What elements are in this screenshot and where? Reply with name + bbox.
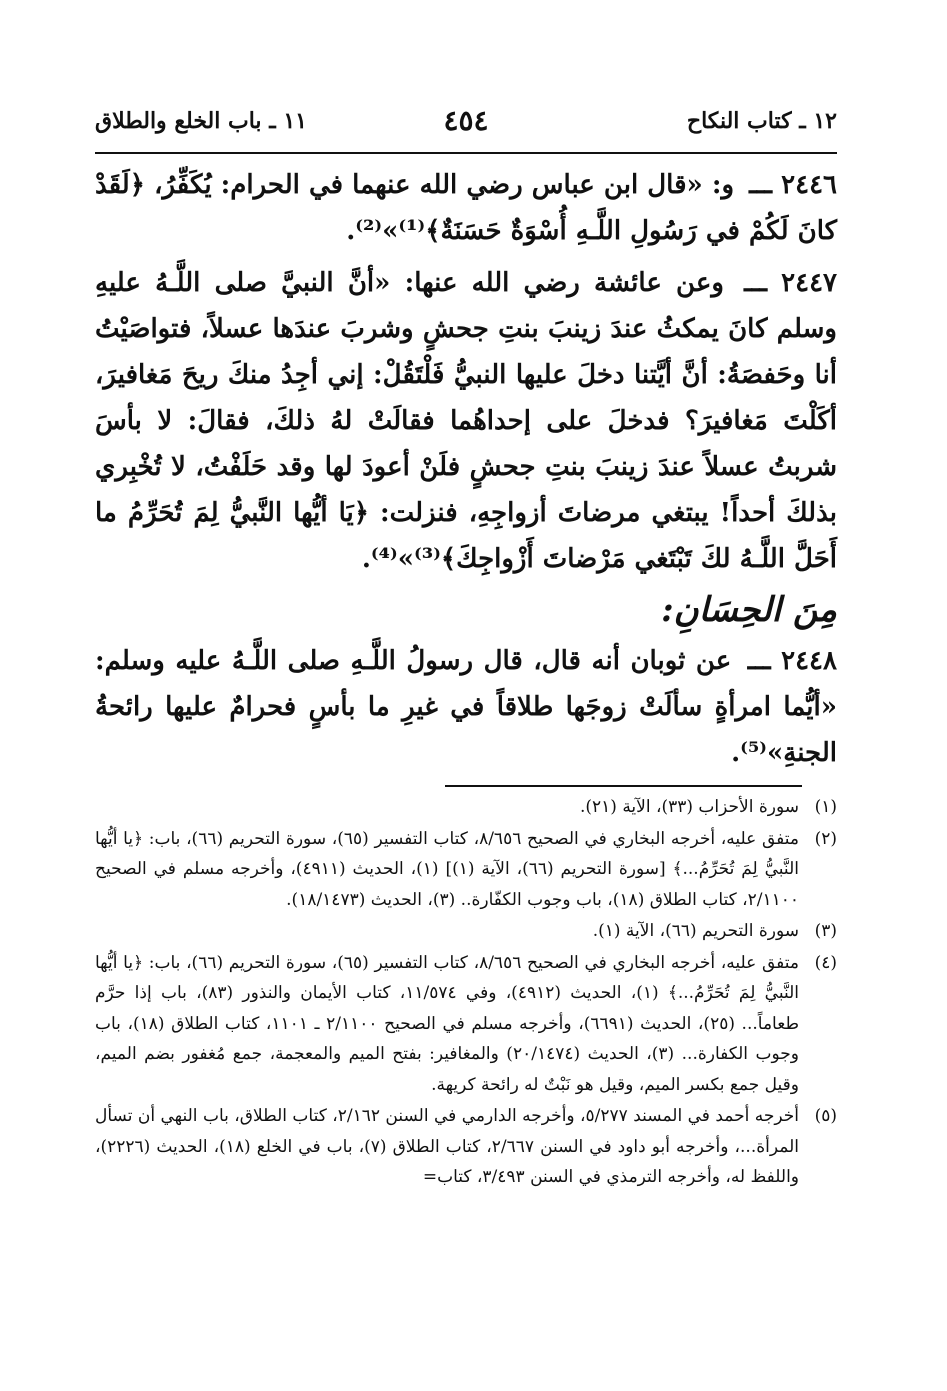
footnote-5 <box>95 1101 837 1193</box>
footnote-text: متفق عليه، أخرجه البخاري في الصحيح ٨/٦٥٦، كتاب التفسير (٦٥)، سورة التحريم (٦٦)، باب: ﴿يا أيُّها النَّبيُّ لِمَ تُحَرِّمُ...﴾ (١)، الحديث (٤٩١٢)، وفي ١١/٥٧٤، كتاب الأيمان والنذور (٨٣)، باب إذا حرَّم طعاماً... (٢٥)، الحديث (٦٦٩١)، وأخرجه مسلم في الصحيح ٢/١١٠٠ ـ ١١٠١، كتاب الطلاق (١٨)، باب وجوب الكفارة... (٣)، الحديث (٢٠/١٤٧٤) والمغافير: بفتح الميم والمعجمة، جمع مُغفور بضم الميم، وقيل جمع بكسر الميم، وقيل هو نَبْتٌ له رائحة كريهة. <box>95 952 800 1095</box>
hadith-text: و: «قال ابن عباس رضي الله عنهما في الحرام: يُكَفِّرُ، ﴿لَقَدْ كانَ لَكُمْ في رَسُولِ اللَّـهِ أُسْوَةٌ حَسَنَةٌ﴾⁽¹⁾»⁽²⁾. <box>95 170 837 246</box>
book-title: ١٢ ـ كتاب النكاح <box>686 108 837 134</box>
footnote-2 <box>95 824 837 916</box>
footnote-divider <box>445 785 802 787</box>
footnote-number: (١) <box>814 797 837 817</box>
footnote-number: (٢) <box>814 828 837 849</box>
hadith-number: ٢٤٤٦ ـــ <box>749 170 837 200</box>
footnotes <box>95 792 837 1194</box>
section-heading: مِنَ الحِسَانِ: <box>661 590 837 630</box>
footnote-text: أخرجه أحمد في المسند ٥/٢٧٧، وأخرجه الدارمي في السنن ٢/١٦٢، كتاب الطلاق، باب النهي أن تسأل المرأة...، وأخرجه أبو داود في السنن ٢/٦٦٧، كتاب الطلاق (٧)، باب في الخلع (١٨)، الحديث (٢٢٢٦)، واللفظ له، وأخرجه الترمذي في السنن ٣/٤٩٣، كتاب= <box>95 1106 799 1187</box>
footnote-1 <box>95 792 837 823</box>
hadith-2446 <box>95 162 837 254</box>
header-divider <box>95 152 837 154</box>
footnote-4 <box>95 948 837 1101</box>
footnote-number: (٣) <box>814 921 837 941</box>
hadith-2447 <box>95 260 837 582</box>
footnote-text: متفق عليه، أخرجه البخاري في الصحيح ٨/٦٥٦، كتاب التفسير (٦٥)، سورة التحريم (٦٦)، باب: ﴿يا أيُّها النَّبيُّ لِمَ تُحَرِّمُ...﴾ [سورة التحريم (٦٦)، الآية (١)] (١)، الحديث (٤٩١١)، وأخرجه مسلم في الصحيح ٢/١١٠٠، كتاب الطلاق (١٨)، باب وجوب الكفّارة.. (٣)، الحديث (١٨/١٤٧٣). <box>95 828 799 910</box>
hadith-number: ٢٤٤٨ ـــ <box>747 646 837 676</box>
footnote-text: سورة الأحزاب (٣٣)، الآية (٢١). <box>579 797 799 817</box>
footnote-number: (٥) <box>814 1106 837 1126</box>
hadith-number: ٢٤٤٧ ـــ <box>744 268 838 298</box>
footnote-3 <box>95 916 837 947</box>
footnote-number: (٤) <box>814 952 837 973</box>
page-header <box>95 104 837 148</box>
page-number: ٤٥٤ <box>443 104 489 137</box>
hadith-text: وعن عائشة رضي الله عنها: «أنَّ النبيَّ صلى اللَّـهُ عليهِ وسلم كانَ يمكثُ عندَ زينبَ بنتِ جحشٍ وشربَ عندَها عسلاً، فتواصَيْتُ أنا وحَفصَةُ: أنَّ أيَّتنا دخلَ عليها النبيُّ فَلْتَقُلْ: إني أجِدُ منكَ ريحَ مَغافيرَ، أكَلْتَ مَغافيرَ؟ فدخلَ على إحداهُما فقالَتْ لهُ ذلكَ، فقالَ: لا بأسَ شربتُ عسلاً عندَ زينبَ بنتِ جحشٍ فلَنْ أعودَ لها وقد حَلَفْتُ، لا تُخْبِري بذلكَ أحداً! يبتغي مرضاتَ أزواجِهِ، فنزلت: ﴿يَا أيُّها النَّبيُّ لِمَ تُحَرِّمُ ما أَحَلَّ اللَّـهُ لكَ تَبْتَغي مَرْضاتَ أَزْواجِكَ﴾⁽³⁾»⁽⁴⁾. <box>95 268 837 574</box>
main-text <box>95 162 837 782</box>
hadith-2448 <box>95 638 837 776</box>
footnote-text: سورة التحريم (٦٦)، الآية (١). <box>592 921 799 941</box>
chapter-title: ١١ ـ باب الخلع والطلاق <box>95 108 307 134</box>
hadith-text: عن ثوبان أنه قال، قال رسولُ اللَّـهِ صلى اللَّـهُ عليه وسلم: «أيُّما امرأةٍ سألَتْ زوجَها طلاقاً في غيرِ ما بأسٍ فحرامٌ عليها رائحةُ الجنةِ»⁽⁵⁾. <box>95 646 837 768</box>
